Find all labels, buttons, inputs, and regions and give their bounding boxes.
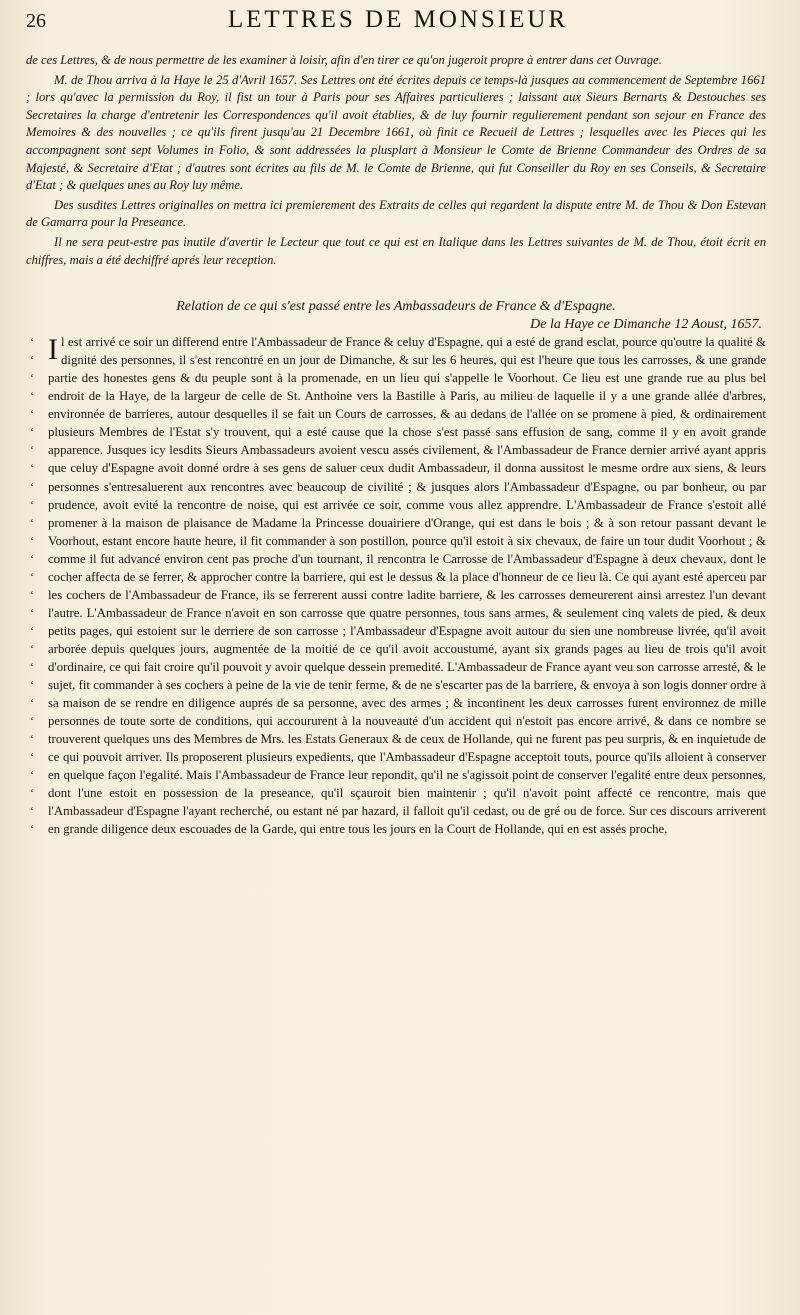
intro-paragraph-1: de ces Lettres, & de nous permettre de les examiner à loisir, afin d'en tirer ce qu'on jugeroit propre à entrer dans cet Ouvrage.: [26, 53, 662, 67]
page-number: 26: [26, 10, 46, 32]
drop-cap: ‘ ‘ ‘ ‘ ‘ ‘ ‘ ‘ ‘ ‘ ‘ ‘ ‘ ‘ ‘ ‘ ‘ ‘ ‘ ‘ ‘ ‘ ‘ ‘ ‘ ‘ ‘ ‘ ‘ ‘ ‘ ‘ ‘ ‘ ‘ ‘ ‘ ‘ ‘ ‘ ‘ ‘ ‘ ‘ ‘ ‘ ‘ ‘ ‘ ‘ ‘ ‘ I: [48, 333, 58, 367]
page-header: [26, 6, 766, 46]
running-head: LETTRES DE MONSIEUR: [227, 6, 569, 33]
relation-dateline: De la Haye ce Dimanche 12 Aoust, 1657.: [530, 317, 762, 333]
relation-body: [26, 333, 766, 838]
intro-paragraph-3: Des susdites Lettres originalles on mettra ici premierement des Extraits de celles qui regardent la dispute entre M. de Thou & Don Estevan de Gamarra pour la Preseance.: [26, 197, 766, 230]
intro-paragraph-2: M. de Thou arriva à la Haye le 25 d'Avril 1657. Ses Lettres ont été écrites depuis ce temps-là jusques au commencement de Septembre 1661 ; lors qu'avec la permission du Roy, il fist un tour à Paris pour ses Affaires particulieres ; laissant aux Sieurs Bernarts & Destouches ses Secretaires la charge d'entretenir les Correspondences qu'il avoit établies, & de luy fournir regulierement pendant son sejour en France des Memoires & des nouvelles ; ce qu'ils firent jusqu'au 21 Decembre 1661, où finit ce Recueil de Lettres ; lesquelles avec les Pieces qui les accompagnent sont sept Volumes in Folio, & sont addressées la plusplart à Monsieur le Comte de Brienne Commandeur des Ordres de sa Majesté, & Secretaire d'Etat ; d'autres sont écrites au fils de M. le Comte de Brienne, qui fut Conseiller du Roy en ses Conseils, & Secretaire d'Etat ; & quelques unes au Roy luy même.: [26, 72, 766, 193]
relation-body-text: l est arrivé ce soir un differend entre l'Ambassadeur de France & celuy d'Espagne, qui a esté de grand esclat, pource qu'outre la qualité & dignité des personnes, il s'est rencontré en un jour de Dimanche, & sur les 6 heures, qui est l'heure que tous les carrosses, & une grande partie des honestes gens & du peuple sont à la promenade, en un lieu qui s'appelle le Voorhout. Ce lieu est une grande rue au plus bel endroit de la Haye, de la largeur de celle de St. Anthoine vers la Bastille à Paris, au milieu de laquelle il y a une grande allée d'arbres, environnée de barrieres, autour desquelles il se fait un Cours de carrosses, & au dedans de l'allée on se promene à pied, & ordinairement plusieurs Membres de l'Estat s'y trouvent, qui a esté cause que la chose s'est passé sans effusion de sang, comme il y en avoit grande apparence. Jusques icy lesdits Sieurs Ambassadeurs avoient vescu assés civilement, & l'Ambassadeur de France dernier arrivé ayant appris que celuy d'Espagne avoit donné ordre à ses gens de saluer ceux dudit Ambassadeur, il donna aussitost le mesme ordre aux siens, & leurs personnes s'entresaluerent aux rencontres avec beaucoup de civilité ; & jusques alors l'Ambassadeur d'Espagne, ou par bonheur, ou par prudence, avoit evité la rencontre de noise, qui est arrivée ce soir, comme vous allez apprendre. L'Ambassadeur de France s'estoit allé promener à la maison de plaisance de Madame la Princesse douairiere d'Orange, qui est dans le bois ; & à son retour passant devant le Voorhout, estant encore haute heure, il fit commander à son postillon, pource qu'il estoit à six chevaux, de faire un tour dudit Voorhout ; & comme il fut advancé environ cent pas proche d'un tournant, il rencontra le Carrosse de l'Ambassadeur d'Espagne à deux chevaux, dont le cocher affecta de se ferrer, & approcher contre la barriere, qui est le dessus & la place d'honneur de ce lieu là. Ce qui ayant esté aperceu par les cochers de l'Ambassadeur de France, ils se ferrerent aussi contre ladite barriere, & les carrosses demeurerent ainsi arrestez l'un devant l'autre. L'Ambassadeur de France n'avoit en son carrosse que quatre personnes, tous sans armes, & seulement cinq valets de pied, & deux petits pages, qui estoient sur le derriere de son carrosse ; l'Ambassadeur d'Espagne avoit autour du sien une nombreuse livrée, qu'il avoit arborée depuis quelques jours, augmentée de la moitié de ce qu'il avoit accoustumé, ayant six grands pages au lieu de trois qu'il avoit d'ordinaire, ce qui fait croire qu'il pouvoit y avoir quelque dessein premedité. L'Ambassadeur de France ayant veu son carrosse arresté, & le sujet, fit commander à ses cochers à peine de la vie de tenir ferme, & de ne s'escarter pas de la barriere, & envoya à son logis donner ordre à sa maison de se rendre en diligence auprés de sa personne, avec des armes ; & incontinent les deux carrosses furent environnez de mille personnes de toute sorte de conditions, qui accoururent à la nouveauté d'un accident qui n'estoit pas encore arrivé, & dans ce nombre se trouverent quelques uns des Membres de Mrs. les Estats Generaux & de ceux de Hollande, qui ne furent pas peu surpris, & en inquietude de ce qui pouvoit arriver. Ils proposerent plusieurs expedients, que l'Ambassadeur d'Espagne acceptoit touts, pource qu'ils alloient à conserver en quelque façon l'egalité. Mais l'Ambassadeur de France leur repondit, qu'il ne s'agissoit point de conserver l'egalité entre deux personnes, dont l'une estoit en possession de la preseance, qu'il sçauroit bien maintenir ; qu'il n'avoit point affecté ce rencontre, mais que l'Ambassadeur d'Espagne l'ayant recherché, ou estant né par hazard, il falloit qu'il cedast, ou de gré ou de force. Sur ces discours arriverent en grande diligence deux escouades de la Garde, qui entre tous les jours en la Court de Hollande, qui en est assés proche,: [48, 335, 766, 837]
relation-title: Relation de ce qui s'est passé entre les Ambassadeurs de France & d'Espagne.: [176, 299, 616, 315]
intro-paragraph-4: Il ne sera peut-estre pas inutile d'avertir le Lecteur que tout ce qui est en Italique dans les Lettres suivantes de M. de Thou, étoit écrit en chiffres, mais a été dechiffré aprés leur reception.: [26, 234, 766, 267]
